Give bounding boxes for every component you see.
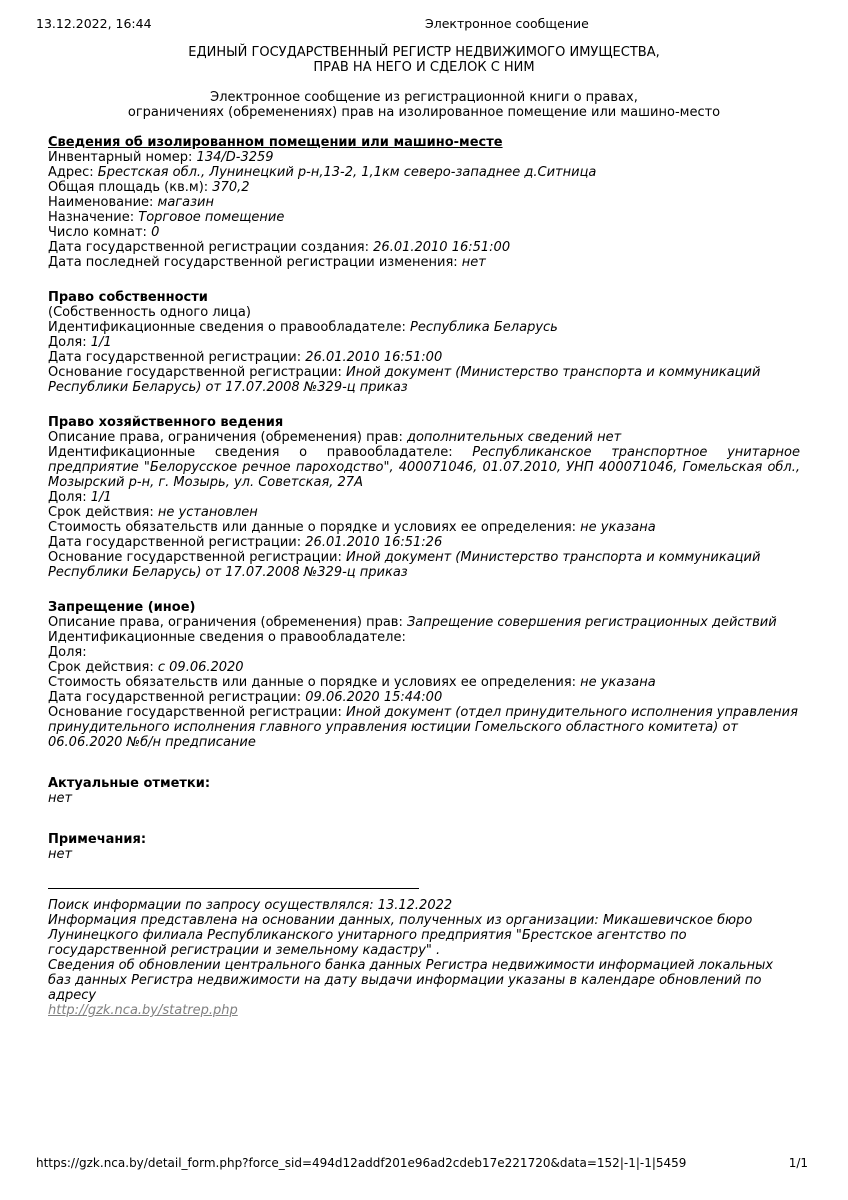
field-label: Дата последней государственной регистрации изменения: bbox=[48, 255, 458, 270]
document-footer bbox=[48, 888, 800, 1018]
section-heading: Право собственности bbox=[48, 290, 208, 305]
field-label: Наименование: bbox=[48, 195, 154, 210]
field-value: Иной документ (Министерство транспорта и коммуникаций Республики Беларусь) от 17.07.2008 №329-ц приказ bbox=[48, 550, 761, 580]
field-label: Срок действия: bbox=[48, 660, 154, 675]
field-line bbox=[48, 675, 800, 690]
field-line bbox=[48, 550, 800, 580]
field-label: (Собственность одного лица) bbox=[48, 305, 251, 320]
field-label: Общая площадь (кв.м): bbox=[48, 180, 209, 195]
field-value: Республиканское транспортное унитарное предприятие "Белорусское речное пароходство", 400071046, 01.07.2010, УНП 400071046, Гомельская обл., Мозырский р-н, г. Мозырь, ул. Советская, 27А bbox=[48, 445, 800, 490]
field-line bbox=[48, 520, 800, 535]
page-url: https://gzk.nca.by/detail_form.php?force_sid=494d12addf201e96ad2cdeb17e221720&data=152|-1|-1|5459 bbox=[36, 1156, 687, 1170]
field-line bbox=[48, 305, 800, 320]
sections bbox=[48, 135, 800, 862]
field-value: Брестская обл., Лунинецкий р-н,13-2, 1,1км северо-западнее д.Ситница bbox=[93, 165, 597, 180]
search-info-line: Поиск информации по запросу осуществлялся: 13.12.2022 bbox=[48, 898, 453, 913]
field-value: 370,2 bbox=[208, 180, 250, 195]
field-line bbox=[48, 847, 800, 862]
field-label: Доля: bbox=[48, 335, 87, 350]
field-line bbox=[48, 165, 800, 180]
field-line bbox=[48, 615, 800, 630]
field-label: Назначение: bbox=[48, 210, 135, 225]
section-heading: Право хозяйственного ведения bbox=[48, 415, 284, 430]
section bbox=[48, 135, 800, 270]
section-heading: Сведения об изолированном помещении или машино-месте bbox=[48, 135, 503, 150]
field-label: Доля: bbox=[48, 490, 87, 505]
section bbox=[48, 415, 800, 580]
field-line bbox=[48, 150, 800, 165]
field-value: нет bbox=[48, 847, 73, 862]
field-line bbox=[48, 705, 800, 750]
field-label: Основание государственной регистрации: bbox=[48, 550, 342, 565]
field-value: Иной документ (отдел принудительного исполнения управления принудительного исполнения главного управления юстиции Гомельского областного комитета) от 06.06.2020 №б/н предписание bbox=[48, 705, 798, 750]
field-value: Торговое помещение bbox=[134, 210, 285, 225]
field-value: Республика Беларусь bbox=[405, 320, 558, 335]
field-value: 134/D-3259 bbox=[192, 150, 274, 165]
field-value: 09.06.2020 15:44:00 bbox=[301, 690, 443, 705]
statrep-link[interactable]: http://gzk.nca.by/statrep.php bbox=[48, 1003, 238, 1018]
field-label: Дата государственной регистрации: bbox=[48, 690, 302, 705]
field-line bbox=[48, 430, 800, 445]
field-label: Основание государственной регистрации: bbox=[48, 705, 342, 720]
section-heading: Актуальные отметки: bbox=[48, 776, 211, 791]
field-line bbox=[48, 335, 800, 350]
field-line bbox=[48, 365, 800, 395]
field-line bbox=[48, 240, 800, 255]
field-label: Дата государственной регистрации создания: bbox=[48, 240, 370, 255]
document-title-line1: ЕДИНЫЙ ГОСУДАРСТВЕННЫЙ РЕГИСТР НЕДВИЖИМОГО ИМУЩЕСТВА, bbox=[188, 45, 660, 60]
print-footer bbox=[36, 1156, 808, 1172]
update-info-line: Сведения об обновлении центрального банка данных Регистра недвижимости информацией локальных баз данных Регистра недвижимости на дату выдачи информации указаны в календаре обновлений по адресу bbox=[48, 958, 774, 1003]
field-label: Стоимость обязательств или данные о порядке и условиях ее определения: bbox=[48, 520, 577, 535]
field-label: Идентификационные сведения о правообладателе: bbox=[48, 320, 406, 335]
field-line bbox=[48, 630, 800, 645]
field-value: не указана bbox=[576, 675, 656, 690]
field-line bbox=[48, 180, 800, 195]
field-line bbox=[48, 255, 800, 270]
page-number: 1/1 bbox=[788, 1156, 808, 1170]
print-title: Электронное сообщение bbox=[425, 16, 589, 31]
print-header bbox=[36, 16, 812, 32]
section bbox=[48, 600, 800, 750]
field-value: нет bbox=[457, 255, 486, 270]
document-subtitle-line1: Электронное сообщение из регистрационной книги о правах, bbox=[210, 90, 638, 105]
field-label: Инвентарный номер: bbox=[48, 150, 193, 165]
field-label: Число комнат: bbox=[48, 225, 147, 240]
field-line bbox=[48, 791, 800, 806]
field-label: Срок действия: bbox=[48, 505, 154, 520]
field-label: Основание государственной регистрации: bbox=[48, 365, 342, 380]
field-line bbox=[48, 320, 800, 335]
field-line bbox=[48, 490, 800, 505]
field-value: не указана bbox=[576, 520, 656, 535]
field-label: Описание права, ограничения (обременения) прав: bbox=[48, 430, 403, 445]
field-value: Запрещение совершения регистрационных действий bbox=[402, 615, 777, 630]
field-label: Дата государственной регистрации: bbox=[48, 350, 302, 365]
field-value: дополнительных сведений нет bbox=[402, 430, 622, 445]
field-line bbox=[48, 445, 800, 490]
field-value: 1/1 bbox=[86, 335, 112, 350]
section-heading: Примечания: bbox=[48, 832, 147, 847]
field-line bbox=[48, 690, 800, 705]
field-label: Стоимость обязательств или данные о порядке и условиях ее определения: bbox=[48, 675, 577, 690]
document-title-line2: ПРАВ НА НЕГО И СДЕЛОК С НИМ bbox=[313, 60, 535, 75]
field-line bbox=[48, 225, 800, 240]
field-label: Идентификационные сведения о правообладателе: bbox=[48, 630, 406, 645]
field-line bbox=[48, 660, 800, 675]
field-value: не установлен bbox=[153, 505, 258, 520]
field-value: с 09.06.2020 bbox=[153, 660, 244, 675]
field-value: 1/1 bbox=[86, 490, 112, 505]
field-line bbox=[48, 505, 800, 520]
document-subtitle-line2: ограничениях (обременениях) прав на изолированное помещение или машино-место bbox=[127, 105, 721, 120]
section-heading: Запрещение (иное) bbox=[48, 600, 196, 615]
source-info-line: Информация представлена на основании данных, полученных из организации: Микашевичское бюро Лунинецкого филиала Республиканского унитарного предприятия "Брестское агентство по государственной регистрации и земельному кадастру" . bbox=[48, 913, 753, 958]
field-label: Идентификационные сведения о правообладателе: bbox=[48, 445, 453, 460]
field-value: 0 bbox=[146, 225, 160, 240]
separator-line bbox=[48, 888, 419, 898]
field-value: магазин bbox=[153, 195, 214, 210]
document-title bbox=[48, 45, 800, 75]
field-value: нет bbox=[48, 791, 73, 806]
field-line bbox=[48, 645, 800, 660]
print-datetime: 13.12.2022, 16:44 bbox=[36, 16, 152, 31]
field-value: 26.01.2010 16:51:26 bbox=[301, 535, 443, 550]
field-value: 26.01.2010 16:51:00 bbox=[369, 240, 511, 255]
field-label: Доля: bbox=[48, 645, 87, 660]
field-line bbox=[48, 195, 800, 210]
document-subtitle bbox=[48, 90, 800, 120]
section bbox=[48, 832, 800, 862]
section bbox=[48, 290, 800, 395]
field-line bbox=[48, 350, 800, 365]
field-value: 26.01.2010 16:51:00 bbox=[301, 350, 443, 365]
field-label: Дата государственной регистрации: bbox=[48, 535, 302, 550]
section bbox=[48, 776, 800, 806]
field-value: Иной документ (Министерство транспорта и коммуникаций Республики Беларусь) от 17.07.2008 №329-ц приказ bbox=[48, 365, 761, 395]
field-label: Адрес: bbox=[48, 165, 94, 180]
field-line bbox=[48, 210, 800, 225]
field-line bbox=[48, 535, 800, 550]
field-label: Описание права, ограничения (обременения) прав: bbox=[48, 615, 403, 630]
